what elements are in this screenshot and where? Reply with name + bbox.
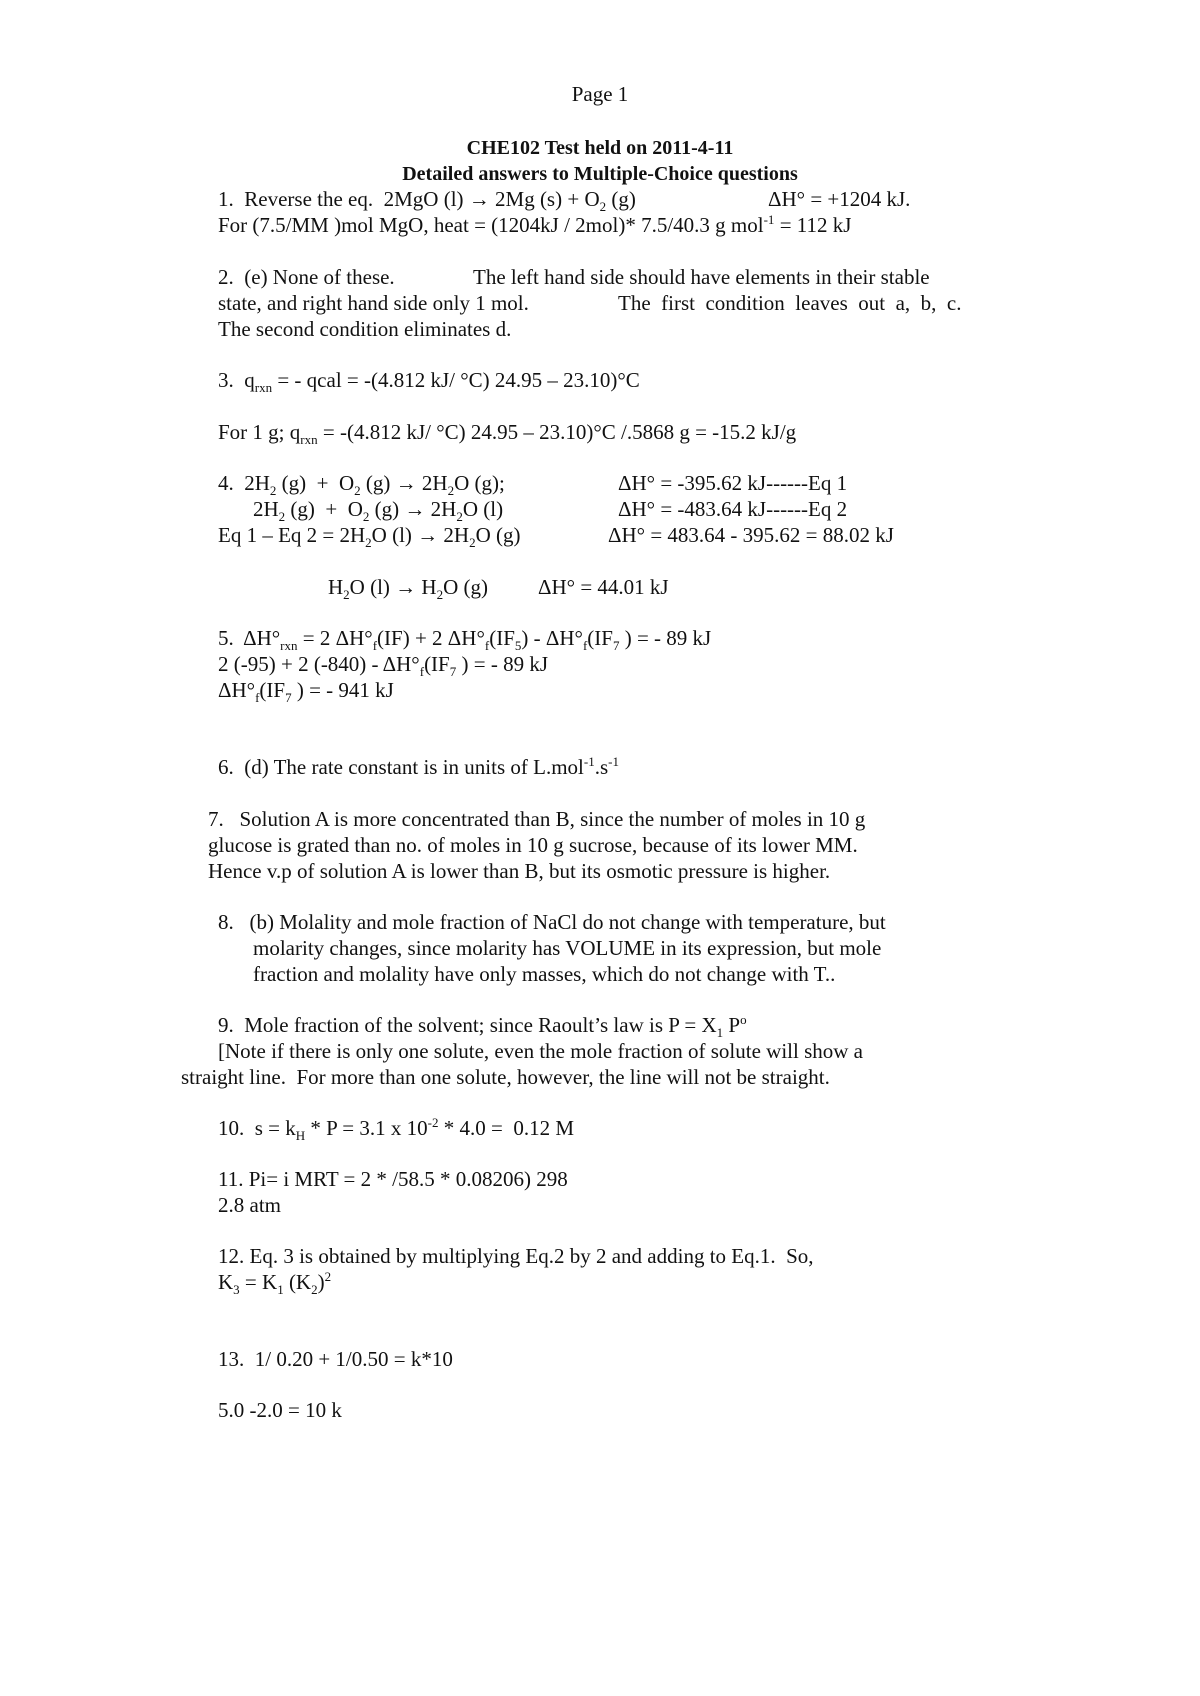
document-title: CHE102 Test held on 2011-4-11 xyxy=(466,137,734,159)
answer-5-line-1: 5. $\Delta H^\circ_{rxn} = 2$ $\Delta H^\circ_f(IF) + 2$ $\Delta H^\circ_f(IF_5) - \Delta H^\circ_f(IF_7$ ) = - 89 kJ xyxy=(218,626,712,654)
answer-8-line-1: 8. (b) Molality and mole fraction of NaCl do not change with temperature, but xyxy=(218,910,886,934)
answer-7-line-1: 7. Solution A is more concentrated than B, since the number of moles in 10 g xyxy=(208,807,866,831)
answer-12-line-2: $K_3 = K_1$ $(K_2)^2$ xyxy=(218,1269,332,1298)
answer-3-line-1: 3. $q_{rxn}$ = - qcal = -(4.812 kJ/ °C) 24.95 – 23.10)°C xyxy=(218,368,640,396)
answer-5-line-3: $\Delta H^\circ_f(IF_7$ ) = - 941 kJ xyxy=(218,678,394,706)
answer-4-line-1: 4. $2H_2$ $(g) + O_2$ $(g) \to 2H_2O$ (g); ΔH° = -395.62 kJ------Eq 1 xyxy=(218,471,848,499)
answer-2-line-3: The second condition eliminates d. xyxy=(218,317,512,341)
answer-1-line-2: For (7.5/MM )mol MgO, heat = (1204kJ / 2mol)* 7.5/40.3 g mol$^{-1}$ = 112 kJ xyxy=(218,212,852,237)
answer-4-line-2: $2H_2$ $(g) + O_2$ $(g) \to 2H_2O$ (l) ΔH° = -483.64 kJ------Eq 2 xyxy=(253,497,848,525)
answer-8-line-3: fraction and molality have only masses, which do not change with T.. xyxy=(253,962,836,986)
answer-2-line-2: state, and right hand side only 1 mol. The first condition leaves out a, b, c. xyxy=(218,291,962,315)
answer-4-line-4: $H_2O$ $(l) \to H_2O$ (g) ΔH° = 44.01 kJ xyxy=(328,575,669,603)
answer-9-line-1: 9. Mole fraction of the solvent; since Raoult’s law is $P = X_1$ $P^o$ xyxy=(218,1012,747,1041)
answer-6: 6. (d) The rate constant is in units of $L.mol^{-1}.s^{-1}$ xyxy=(218,754,620,779)
answer-9-line-3: straight line. For more than one solute, however, the line will not be straight. xyxy=(181,1065,830,1089)
answer-13-line-2: 5.0 -2.0 = 10 k xyxy=(218,1398,342,1422)
answer-11-line-1: 11. Pi= i MRT = 2 * /58.5 * 0.08206) 298 xyxy=(218,1167,568,1191)
answer-3-line-2: For 1 g; $q_{rxn} = -(4.812$ kJ/ °C) 24.95 – 23.10)°C /.5868 g = -15.2 kJ/g xyxy=(218,420,797,448)
answer-9-line-2: [Note if there is only one solute, even the mole fraction of solute will show a xyxy=(218,1039,864,1063)
answer-2-line-1: 2. (e) None of these. The left hand side should have elements in their stable xyxy=(218,265,930,289)
answer-10: 10. $s = k_H * P = 3.1$ x $10^{-2} * 4.0 = 0.12$ M xyxy=(218,1115,575,1144)
answer-7-line-2: glucose is grated than no. of moles in 10 g sucrose, because of its lower MM. xyxy=(208,833,858,857)
answer-13-line-1: 13. 1/ 0.20 + 1/0.50 = k*10 xyxy=(218,1347,453,1371)
answer-4-line-3: Eq 1 – Eq $2 = 2H_2O$ $(l) \to 2H_2O$ (g) ΔH° = 483.64 - 395.62 = 88.02 kJ xyxy=(218,523,894,551)
answer-8-line-2: molarity changes, since molarity has VOLUME in its expression, but mole xyxy=(253,936,882,960)
answer-7-line-3: Hence v.p of solution A is lower than B, but its osmotic pressure is higher. xyxy=(208,859,831,883)
answer-12-line-1: 12. Eq. 3 is obtained by multiplying Eq.2 by 2 and adding to Eq.1. So, xyxy=(218,1244,814,1268)
answer-1-line-1: 1. Reverse the eq. 2MgO (l) → 2Mg $(s) + O_2$ (g) ΔH° = +1204 kJ. xyxy=(218,187,911,215)
answer-5-line-2: 2 (-95) + 2 $(-840) - \Delta H^\circ_f(IF_7$ ) = - 89 kJ xyxy=(218,652,548,680)
page-label: Page 1 xyxy=(571,82,629,106)
document-subtitle: Detailed answers to Multiple-Choice questions xyxy=(402,163,798,185)
answer-11-line-2: 2.8 atm xyxy=(218,1193,281,1217)
